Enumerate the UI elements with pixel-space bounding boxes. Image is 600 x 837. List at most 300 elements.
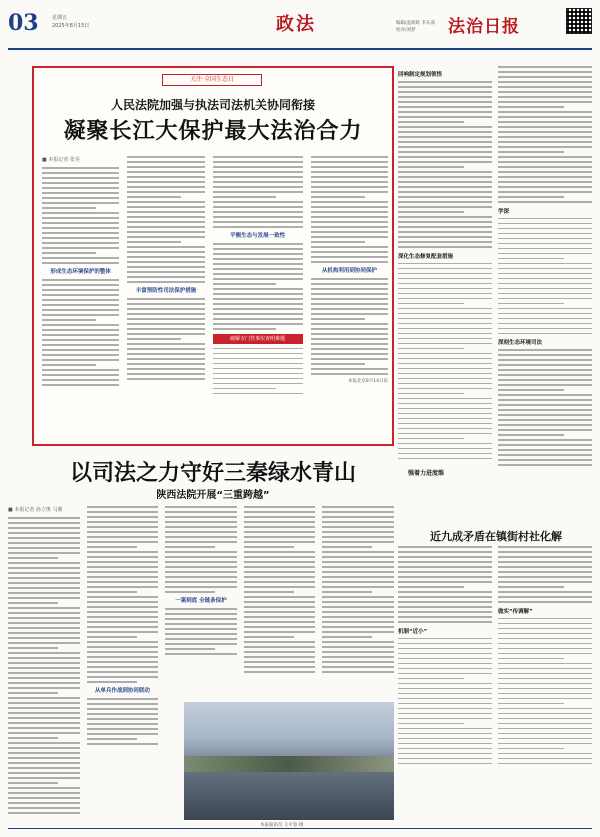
text-line — [311, 231, 388, 233]
text-line — [42, 262, 119, 264]
text-line — [87, 641, 159, 643]
text-line — [127, 236, 204, 238]
text-line — [398, 96, 492, 98]
text-line — [213, 166, 303, 168]
text-line — [498, 91, 592, 93]
text-line — [498, 623, 592, 625]
text-line — [42, 167, 119, 169]
text-line — [244, 581, 316, 583]
text-line — [398, 126, 492, 128]
text-line — [498, 71, 592, 73]
text-line — [498, 643, 592, 645]
text-line — [398, 693, 492, 695]
text-line — [127, 156, 204, 158]
text-line — [498, 196, 564, 198]
text-line — [322, 546, 372, 548]
text-line — [42, 192, 119, 194]
text-line — [8, 562, 80, 564]
text-line — [8, 532, 80, 534]
text-line — [311, 236, 388, 238]
text-line — [398, 763, 492, 765]
text-line — [8, 527, 80, 529]
text-column — [8, 506, 80, 786]
text-line — [213, 206, 303, 208]
text-line — [127, 373, 204, 375]
body-text-block — [398, 81, 492, 248]
text-line — [8, 672, 80, 674]
text-line — [311, 186, 388, 188]
text-line — [127, 378, 204, 380]
text-line — [311, 156, 388, 158]
text-line — [311, 171, 388, 173]
photo-caption: 本报通讯员 王可春 摄 — [260, 823, 304, 828]
text-line — [322, 511, 394, 513]
text-line — [165, 551, 237, 553]
text-line — [127, 161, 204, 163]
text-line — [8, 712, 80, 714]
text-line — [165, 648, 215, 650]
text-column — [42, 156, 119, 442]
text-line — [42, 237, 119, 239]
text-line — [311, 338, 388, 340]
text-line — [498, 618, 592, 620]
text-line — [42, 212, 119, 214]
body-text-block — [42, 167, 119, 264]
text-line — [322, 561, 394, 563]
text-line — [398, 101, 492, 103]
text-line — [213, 273, 303, 275]
text-line — [8, 572, 80, 574]
text-line — [322, 531, 394, 533]
text-line — [498, 258, 564, 260]
text-line — [42, 289, 119, 291]
text-line — [398, 438, 464, 440]
text-line — [398, 216, 492, 218]
text-line — [398, 201, 492, 203]
text-line — [165, 608, 237, 610]
text-line — [8, 692, 58, 694]
headline: 深刻生态环境司法 — [498, 340, 543, 346]
text-line — [498, 101, 592, 103]
text-line — [165, 571, 237, 573]
text-line — [398, 151, 492, 153]
body-text-block — [42, 279, 119, 386]
text-line — [244, 611, 316, 613]
text-line — [8, 587, 80, 589]
text-line — [498, 556, 592, 558]
text-line — [398, 408, 492, 410]
text-line — [42, 227, 119, 229]
text-line — [42, 222, 119, 224]
text-line — [244, 546, 294, 548]
text-line — [87, 661, 159, 663]
text-line — [311, 328, 388, 330]
text-line — [398, 206, 492, 208]
text-line — [498, 333, 592, 335]
text-line — [213, 186, 303, 188]
text-line — [398, 81, 492, 83]
text-line — [244, 516, 316, 518]
text-line — [398, 176, 492, 178]
text-line — [498, 678, 592, 680]
text-line — [8, 697, 80, 699]
text-line — [322, 646, 394, 648]
text-line — [244, 666, 316, 668]
text-line — [398, 683, 492, 685]
text-line — [398, 611, 492, 613]
text-line — [42, 247, 119, 249]
text-line — [498, 323, 592, 325]
text-line — [213, 388, 276, 390]
text-line — [498, 181, 592, 183]
text-line — [244, 521, 316, 523]
text-line — [87, 651, 159, 653]
text-line — [398, 621, 492, 623]
text-line — [244, 531, 316, 533]
text-line — [498, 273, 592, 275]
text-line — [8, 707, 80, 709]
text-line — [322, 576, 394, 578]
text-line — [398, 246, 492, 248]
text-line — [498, 228, 592, 230]
text-line — [87, 646, 159, 648]
text-line — [244, 616, 316, 618]
text-line — [165, 521, 237, 523]
text-line — [87, 703, 159, 705]
text-line — [42, 207, 96, 209]
text-line — [87, 671, 159, 673]
body-text-block — [244, 506, 316, 673]
body-text-block — [322, 506, 394, 673]
text-line — [498, 586, 564, 588]
text-line — [398, 703, 492, 705]
text-line — [311, 176, 388, 178]
text-line — [87, 601, 159, 603]
text-line — [127, 368, 204, 370]
text-line — [398, 733, 492, 735]
feature-tag: 关注·全国生态日 — [162, 74, 262, 86]
text-line — [127, 348, 204, 350]
text-line — [8, 632, 80, 634]
text-line — [8, 777, 80, 779]
date-line — [52, 14, 89, 30]
feature-title: 凝聚长江大保护最大法治合力 — [63, 118, 363, 144]
text-line — [213, 181, 303, 183]
text-line — [398, 241, 492, 243]
text-line — [213, 368, 303, 370]
text-line — [398, 648, 492, 650]
text-line — [127, 186, 204, 188]
text-line — [398, 638, 492, 640]
text-line — [311, 196, 365, 198]
text-line — [42, 344, 119, 346]
text-line — [311, 298, 388, 300]
text-line — [165, 653, 237, 655]
text-line — [398, 758, 492, 760]
text-line — [398, 91, 492, 93]
text-line — [398, 433, 492, 435]
text-line — [42, 279, 119, 281]
text-line — [398, 753, 492, 755]
headline: 回响制定规划领悟 — [398, 72, 443, 78]
text-line — [498, 318, 592, 320]
text-line — [127, 226, 204, 228]
text-line — [311, 241, 365, 243]
text-line — [498, 293, 592, 295]
text-line — [42, 364, 96, 366]
text-line — [498, 238, 592, 240]
text-line — [244, 576, 316, 578]
text-line — [498, 379, 592, 381]
text-line — [498, 581, 592, 583]
text-line — [127, 308, 204, 310]
text-line — [498, 449, 592, 451]
text-line — [498, 253, 592, 255]
text-line — [165, 566, 237, 568]
text-line — [398, 348, 464, 350]
text-line — [213, 308, 303, 310]
text-line — [498, 359, 592, 361]
text-line — [398, 231, 492, 233]
text-line — [322, 651, 394, 653]
text-line — [398, 663, 492, 665]
text-line — [398, 616, 492, 618]
text-line — [244, 536, 316, 538]
text-line — [498, 409, 592, 411]
text-line — [127, 216, 204, 218]
text-line — [244, 541, 316, 543]
text-line — [244, 506, 316, 508]
text-line — [213, 226, 303, 228]
text-line — [498, 243, 592, 245]
text-line — [42, 252, 96, 254]
text-line — [8, 762, 80, 764]
text-line — [8, 702, 80, 704]
text-line — [398, 448, 492, 450]
right-column-bottom — [398, 490, 592, 826]
text-line — [311, 201, 388, 203]
text-line — [398, 596, 492, 598]
text-line — [311, 318, 365, 320]
text-line — [127, 276, 204, 278]
text-line — [42, 319, 96, 321]
text-line — [398, 146, 492, 148]
proofreader-line: 校对/刘梦 — [396, 28, 416, 33]
text-line — [498, 653, 592, 655]
text-line — [8, 802, 80, 804]
headline: 强着力进度维 — [408, 470, 445, 477]
text-line — [398, 353, 492, 355]
text-line — [498, 278, 592, 280]
text-line — [244, 551, 316, 553]
text-line — [87, 536, 159, 538]
text-line — [498, 576, 592, 578]
text-line — [127, 196, 181, 198]
masthead-rule — [8, 48, 592, 50]
text-line — [498, 454, 592, 456]
editor-credits — [396, 20, 456, 34]
text-line — [213, 201, 303, 203]
text-line — [398, 303, 464, 305]
newspaper-logo: 法治日报 — [448, 17, 520, 37]
text-line — [398, 643, 492, 645]
text-line — [322, 526, 394, 528]
footer-rule — [8, 828, 592, 829]
text-line — [8, 742, 80, 744]
text-line — [165, 516, 237, 518]
text-line — [8, 567, 80, 569]
text-line — [127, 176, 204, 178]
section-title: 政法 — [276, 14, 316, 35]
text-line — [398, 363, 492, 365]
text-line — [42, 242, 119, 244]
text-line — [87, 516, 159, 518]
text-line — [87, 698, 159, 700]
text-line — [87, 723, 159, 725]
text-line — [398, 343, 492, 345]
text-line — [498, 763, 592, 765]
headline: 机制“近小” — [398, 628, 428, 635]
text-line — [165, 576, 237, 578]
text-line — [398, 388, 492, 390]
text-line — [322, 521, 394, 523]
text-line — [498, 638, 592, 640]
text-line — [398, 723, 464, 725]
text-line — [8, 792, 80, 794]
text-line — [213, 211, 303, 213]
text-line — [42, 202, 119, 204]
text-line — [311, 283, 388, 285]
text-line — [498, 429, 592, 431]
text-line — [498, 223, 592, 225]
text-line — [398, 443, 492, 445]
text-line — [213, 171, 303, 173]
text-line — [398, 453, 492, 455]
text-line — [87, 611, 159, 613]
text-line — [498, 723, 592, 725]
text-line — [322, 506, 394, 508]
text-line — [213, 323, 303, 325]
body-text-block — [311, 278, 388, 375]
text-line — [498, 201, 592, 203]
body-text-block — [311, 156, 388, 263]
text-line — [244, 556, 316, 558]
text-line — [244, 671, 316, 673]
text-line — [498, 738, 592, 740]
text-line — [398, 298, 492, 300]
text-line — [498, 628, 592, 630]
text-line — [498, 76, 592, 78]
text-line — [322, 601, 394, 603]
text-line — [42, 329, 119, 331]
text-line — [213, 156, 303, 158]
text-line — [165, 618, 237, 620]
qr-code-icon — [566, 8, 592, 34]
text-line — [311, 251, 388, 253]
text-line — [244, 596, 316, 598]
text-line — [127, 181, 204, 183]
text-line — [398, 156, 492, 158]
text-line — [498, 758, 592, 760]
text-line — [498, 718, 592, 720]
text-line — [322, 516, 394, 518]
text-line — [498, 283, 592, 285]
text-line — [244, 656, 316, 658]
subheading: 从单兵作战到协同联动 — [94, 688, 150, 694]
text-line — [244, 651, 316, 653]
text-line — [498, 394, 592, 396]
text-line — [398, 308, 492, 310]
text-line — [398, 263, 492, 265]
text-line — [42, 177, 119, 179]
text-line — [42, 339, 119, 341]
text-line — [398, 413, 492, 415]
text-line — [398, 191, 492, 193]
body-text-block — [213, 243, 303, 330]
text-line — [322, 671, 394, 673]
text-line — [398, 333, 492, 335]
text-line — [398, 566, 492, 568]
feature-body — [42, 156, 388, 442]
text-line — [498, 663, 592, 665]
body-text-block — [498, 349, 592, 466]
text-line — [127, 221, 204, 223]
text-line — [87, 718, 159, 720]
text-column — [127, 156, 204, 442]
weekday: 星期五 — [52, 15, 68, 21]
text-line — [311, 166, 388, 168]
text-line — [244, 606, 316, 608]
text-line — [311, 191, 388, 193]
text-line — [127, 211, 204, 213]
editor-line: 编辑/盖闻辉 李东商 — [396, 21, 435, 26]
text-line — [498, 693, 592, 695]
text-line — [398, 278, 492, 280]
text-line — [398, 171, 492, 173]
text-line — [498, 328, 592, 330]
text-line — [87, 666, 159, 668]
text-line — [498, 591, 592, 593]
text-line — [311, 256, 388, 258]
text-line — [498, 81, 592, 83]
text-line — [398, 658, 492, 660]
text-line — [87, 531, 159, 533]
text-line — [398, 161, 492, 163]
text-line — [498, 161, 592, 163]
text-line — [498, 389, 564, 391]
text-line — [398, 226, 492, 228]
text-line — [8, 797, 80, 799]
text-line — [244, 626, 316, 628]
right-box-title: 近九成矛盾在镇街村社化解 — [430, 530, 562, 543]
text-line — [87, 581, 159, 583]
text-line — [87, 733, 159, 735]
text-line — [498, 708, 592, 710]
text-line — [8, 737, 58, 739]
text-line — [398, 738, 492, 740]
text-line — [127, 231, 204, 233]
text-line — [127, 333, 204, 335]
text-line — [42, 217, 119, 219]
text-line — [42, 187, 119, 189]
text-line — [498, 313, 592, 315]
text-line — [8, 652, 80, 654]
text-line — [311, 221, 388, 223]
text-line — [398, 236, 492, 238]
text-line — [42, 304, 119, 306]
text-line — [87, 551, 159, 553]
text-line — [87, 576, 159, 578]
